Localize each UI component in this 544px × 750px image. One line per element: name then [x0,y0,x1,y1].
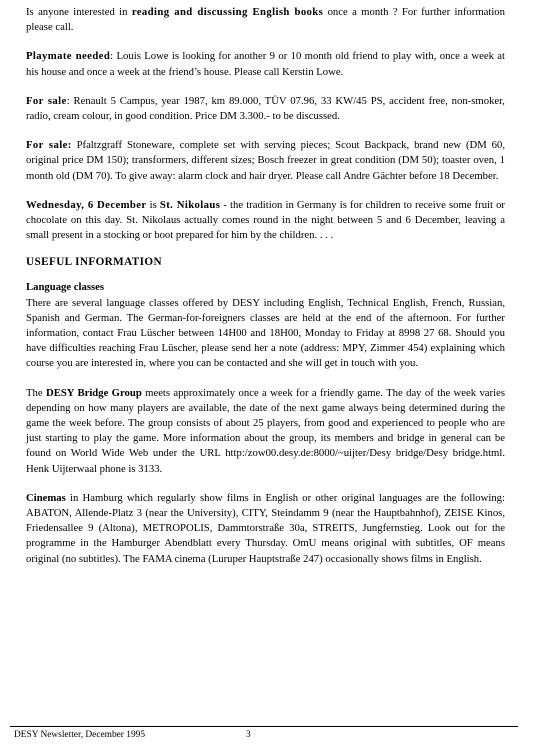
playmate-notice [26,49,505,79]
cinemas-text: in Hamburg which regularly show films in English or other original languages are the following: ABATON, Allende-Platz 3 (near the University), CITY, Steindamm 9 (near the Hauptbahnhof), ZEISE Kinos, Friedensallee 9 (Altona), METROPOLIS, Dammtorstraße 30a, STREITS, Jungfernstieg. Look out for the programme in the Hamburger Abendblatt every Thursday. OmU means original with subtitles, OF means original (no subtitles). The FAMA cinema (Luruper Hauptstraße 247) occasionally shows films in English. [26,491,505,565]
cinemas-section [26,491,505,567]
playmate-heading: Playmate needed [26,50,111,63]
reading-group-prefix: Is anyone interested in [26,6,132,18]
page-number: 3 [246,730,251,740]
bridge-heading: DESY Bridge Group [45,386,142,399]
cinemas-heading: Cinemas [26,491,66,504]
reading-group-highlight: reading and discussing English books [131,6,324,18]
footer-divider [10,726,518,727]
for-sale-household-notice [26,138,505,184]
for-sale-car-text: : Renault 5 Campus, year 1987, km 89.000, TÜV 07.96, 33 KW/45 PS, accident free, non-smoker, radio, cream colour, in good condition. Price DM 3.300.- to be discussed. [26,94,505,123]
nikolaus-mid: is [146,198,160,211]
nikolaus-name-heading: St. Nikolaus [159,198,221,211]
footer-label: DESY Newsletter, December 1995 [14,730,146,740]
useful-information-title: USEFUL INFORMATION [26,256,162,269]
for-sale-car-notice [26,94,505,124]
language-classes-section [26,280,505,371]
bridge-prefix: The [26,386,46,399]
for-sale-household-text: Pfaltzgraff Stoneware, complete set with serving pieces; Scout Backpack, brand new (DM 60, original price DM 150); transformers, different sizes; Bosch freezer in great condition (DM 50); toaster oven, 1 month old (DM 70). To give away: alarm clock and hair dryer. Please call Andre Gächter before 18 December. [26,139,505,182]
nikolaus-text: - the tradition in Germany is for children to receive some fruit or chocolate on this day. St. Nikolaus actually comes round in the night between 5 and 6 December, leaving a small present in a stocking or boot prepared for him by the children. . . . [26,198,505,242]
reading-group-suffix: once a month ? For further information please call. [26,6,505,34]
page-content [26,5,505,581]
playmate-text: : Louis Lowe is looking for another 9 or 10 month old friend to play with, once a week at his house and once a week at the friend’s house. Please call Kerstin Lowe. [26,50,506,78]
bridge-group-section [26,386,505,477]
language-classes-text: There are several language classes offered by DESY including English, Technical English, French, Russian, Spanish and German. The German-for-foreigners classes are held at the end of the afternoon. For further information, contact Frau Lüscher between 14H00 and 18H00, Monday to Friday at 8998 27 68. Should you have difficulties reaching Frau Lüscher, please send her a note (address: MPY, Zimmer 454) explaining which course you are interested in, where you can be contacted and she will get in touch with you. [26,296,505,370]
for-sale-car-heading: For sale [26,94,67,107]
bridge-text: meets approximately once a week for a friendly game. The day of the week varies depending on how many players are available, the date of the next game always being determined during the game the week before. The group consists of about 25 players, from good and experienced to people who are just starting to play the game. More information about the group, its members and bridge in general can be found on World Wide Web under the URL http:/zow00.desy.de:8000/~uijter/Desy bridge/Desy bridge.html. Henk Uijterwaal phone is 3133. [26,386,505,475]
reading-group-notice [26,5,505,35]
nikolaus-date-heading: Wednesday, 6 December [26,198,147,211]
nikolaus-notice [26,198,505,244]
language-classes-heading: Language classes [26,281,105,294]
for-sale-household-heading: For sale: [26,139,72,152]
